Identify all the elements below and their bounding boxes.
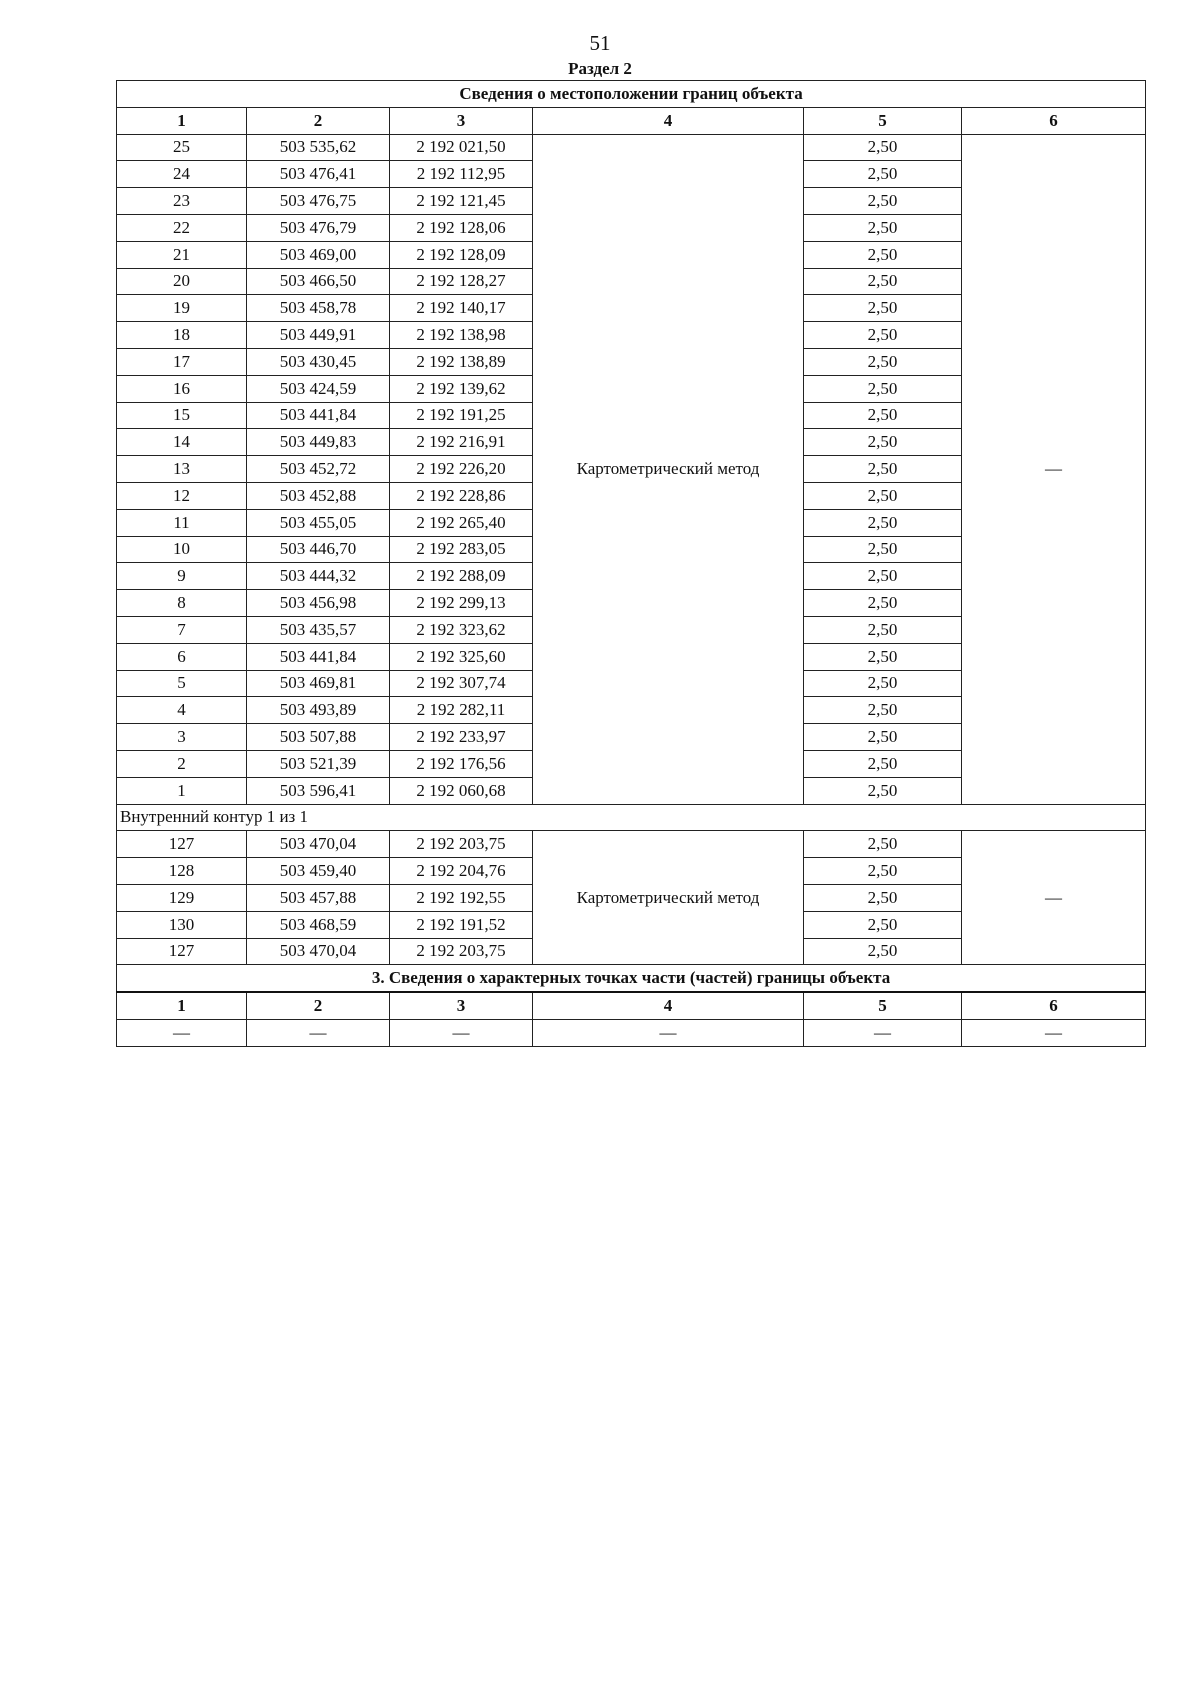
x-coordinate-cell: 503 470,04 — [247, 938, 390, 965]
table1-col-header: 6 — [962, 107, 1146, 134]
accuracy-cell: 2,50 — [804, 750, 962, 777]
x-coordinate-cell: 503 441,84 — [247, 643, 390, 670]
x-coordinate-cell: 503 476,41 — [247, 161, 390, 188]
y-coordinate-cell: 2 192 228,86 — [390, 482, 533, 509]
x-coordinate-cell: 503 596,41 — [247, 777, 390, 804]
point-number-cell: 12 — [117, 482, 247, 509]
table1-title: Сведения о местоположении границ объекта — [117, 81, 1146, 108]
page-number: 51 — [589, 31, 611, 55]
point-number-cell: 11 — [117, 509, 247, 536]
x-coordinate-cell: 503 449,83 — [247, 429, 390, 456]
accuracy-cell: 2,50 — [804, 697, 962, 724]
section-title: Раздел 2 — [568, 59, 632, 78]
accuracy-cell: 2,50 — [804, 911, 962, 938]
x-coordinate-cell: 503 469,00 — [247, 241, 390, 268]
x-coordinate-cell: 503 468,59 — [247, 911, 390, 938]
point-number-cell: 24 — [117, 161, 247, 188]
y-coordinate-cell: 2 192 128,09 — [390, 241, 533, 268]
point-number-cell: 23 — [117, 188, 247, 215]
table2-cell: — — [117, 1019, 247, 1046]
point-number-cell: 21 — [117, 241, 247, 268]
table-row — [117, 134, 1146, 161]
y-coordinate-cell: 2 192 140,17 — [390, 295, 533, 322]
point-number-cell: 129 — [117, 884, 247, 911]
accuracy-cell: 2,50 — [804, 938, 962, 965]
y-coordinate-cell: 2 192 265,40 — [390, 509, 533, 536]
table1-title-row — [117, 81, 1146, 108]
y-coordinate-cell: 2 192 191,25 — [390, 402, 533, 429]
accuracy-cell: 2,50 — [804, 348, 962, 375]
accuracy-cell: 2,50 — [804, 322, 962, 349]
table2-cell: — — [962, 1019, 1146, 1046]
point-number-cell: 15 — [117, 402, 247, 429]
table2-col-header: 1 — [117, 992, 247, 1019]
table2-col-header: 5 — [804, 992, 962, 1019]
accuracy-cell: 2,50 — [804, 482, 962, 509]
x-coordinate-cell: 503 535,62 — [247, 134, 390, 161]
table2-cell: — — [804, 1019, 962, 1046]
accuracy-cell: 2,50 — [804, 375, 962, 402]
point-number-cell: 1 — [117, 777, 247, 804]
accuracy-cell: 2,50 — [804, 241, 962, 268]
x-coordinate-cell: 503 476,79 — [247, 214, 390, 241]
x-coordinate-cell: 503 469,81 — [247, 670, 390, 697]
x-coordinate-cell: 503 457,88 — [247, 884, 390, 911]
point-number-cell: 8 — [117, 590, 247, 617]
point-number-cell: 2 — [117, 750, 247, 777]
x-coordinate-cell: 503 455,05 — [247, 509, 390, 536]
x-coordinate-cell: 503 424,59 — [247, 375, 390, 402]
point-number-cell: 127 — [117, 938, 247, 965]
point-number-cell: 22 — [117, 214, 247, 241]
y-coordinate-cell: 2 192 307,74 — [390, 670, 533, 697]
point-number-cell: 7 — [117, 616, 247, 643]
accuracy-cell: 2,50 — [804, 724, 962, 751]
point-number-cell: 6 — [117, 643, 247, 670]
y-coordinate-cell: 2 192 299,13 — [390, 590, 533, 617]
y-coordinate-cell: 2 192 282,11 — [390, 697, 533, 724]
inner-contour-row — [117, 804, 1146, 831]
accuracy-cell: 2,50 — [804, 214, 962, 241]
point-number-cell: 10 — [117, 536, 247, 563]
y-coordinate-cell: 2 192 233,97 — [390, 724, 533, 751]
x-coordinate-cell: 503 470,04 — [247, 831, 390, 858]
accuracy-cell: 2,50 — [804, 188, 962, 215]
point-number-cell: 5 — [117, 670, 247, 697]
x-coordinate-cell: 503 476,75 — [247, 188, 390, 215]
accuracy-cell: 2,50 — [804, 590, 962, 617]
x-coordinate-cell: 503 507,88 — [247, 724, 390, 751]
table2-title-row — [117, 965, 1146, 992]
point-number-cell: 16 — [117, 375, 247, 402]
y-coordinate-cell: 2 192 112,95 — [390, 161, 533, 188]
point-number-cell: 4 — [117, 697, 247, 724]
y-coordinate-cell: 2 192 138,98 — [390, 322, 533, 349]
accuracy-cell: 2,50 — [804, 777, 962, 804]
x-coordinate-cell: 503 458,78 — [247, 295, 390, 322]
inner-contour-label: Внутренний контур 1 из 1 — [117, 804, 1146, 831]
accuracy-cell: 2,50 — [804, 456, 962, 483]
table1-col-header: 2 — [247, 107, 390, 134]
accuracy-cell: 2,50 — [804, 161, 962, 188]
y-coordinate-cell: 2 192 192,55 — [390, 884, 533, 911]
accuracy-cell: 2,50 — [804, 295, 962, 322]
point-number-cell: 13 — [117, 456, 247, 483]
y-coordinate-cell: 2 192 203,75 — [390, 938, 533, 965]
table2-header-row — [117, 992, 1146, 1019]
accuracy-cell: 2,50 — [804, 858, 962, 885]
point-number-cell: 127 — [117, 831, 247, 858]
point-number-cell: 3 — [117, 724, 247, 751]
x-coordinate-cell: 503 466,50 — [247, 268, 390, 295]
table2-title: 3. Сведения о характерных точках части (частей) границы объекта — [117, 965, 1146, 992]
x-coordinate-cell: 503 444,32 — [247, 563, 390, 590]
point-number-cell: 14 — [117, 429, 247, 456]
y-coordinate-cell: 2 192 226,20 — [390, 456, 533, 483]
point-number-cell: 19 — [117, 295, 247, 322]
table2-cell: — — [533, 1019, 804, 1046]
y-coordinate-cell: 2 192 216,91 — [390, 429, 533, 456]
accuracy-cell: 2,50 — [804, 509, 962, 536]
table2-cell: — — [247, 1019, 390, 1046]
table2-col-header: 6 — [962, 992, 1146, 1019]
y-coordinate-cell: 2 192 203,75 — [390, 831, 533, 858]
x-coordinate-cell: 503 446,70 — [247, 536, 390, 563]
accuracy-cell: 2,50 — [804, 563, 962, 590]
table2-col-header: 3 — [390, 992, 533, 1019]
y-coordinate-cell: 2 192 121,45 — [390, 188, 533, 215]
table1-col-header: 1 — [117, 107, 247, 134]
accuracy-cell: 2,50 — [804, 402, 962, 429]
point-number-cell: 9 — [117, 563, 247, 590]
method-cell: Картометрический метод — [533, 831, 804, 965]
accuracy-cell: 2,50 — [804, 268, 962, 295]
accuracy-cell: 2,50 — [804, 616, 962, 643]
table2-cell: — — [390, 1019, 533, 1046]
table2-col-header: 2 — [247, 992, 390, 1019]
y-coordinate-cell: 2 192 060,68 — [390, 777, 533, 804]
y-coordinate-cell: 2 192 283,05 — [390, 536, 533, 563]
col6-cell: — — [962, 134, 1146, 804]
accuracy-cell: 2,50 — [804, 134, 962, 161]
y-coordinate-cell: 2 192 138,89 — [390, 348, 533, 375]
accuracy-cell: 2,50 — [804, 429, 962, 456]
x-coordinate-cell: 503 441,84 — [247, 402, 390, 429]
x-coordinate-cell: 503 456,98 — [247, 590, 390, 617]
point-number-cell: 17 — [117, 348, 247, 375]
y-coordinate-cell: 2 192 191,52 — [390, 911, 533, 938]
x-coordinate-cell: 503 521,39 — [247, 750, 390, 777]
boundary-table — [116, 80, 1146, 1047]
x-coordinate-cell: 503 452,88 — [247, 482, 390, 509]
y-coordinate-cell: 2 192 139,62 — [390, 375, 533, 402]
point-number-cell: 18 — [117, 322, 247, 349]
y-coordinate-cell: 2 192 128,27 — [390, 268, 533, 295]
accuracy-cell: 2,50 — [804, 643, 962, 670]
point-number-cell: 25 — [117, 134, 247, 161]
col6-cell: — — [962, 831, 1146, 965]
y-coordinate-cell: 2 192 176,56 — [390, 750, 533, 777]
method-cell: Картометрический метод — [533, 134, 804, 804]
y-coordinate-cell: 2 192 323,62 — [390, 616, 533, 643]
point-number-cell: 130 — [117, 911, 247, 938]
boundary-table-body — [117, 81, 1146, 1047]
y-coordinate-cell: 2 192 204,76 — [390, 858, 533, 885]
x-coordinate-cell: 503 435,57 — [247, 616, 390, 643]
table-row — [117, 831, 1146, 858]
table1-header-row — [117, 107, 1146, 134]
point-number-cell: 20 — [117, 268, 247, 295]
table1-col-header: 4 — [533, 107, 804, 134]
y-coordinate-cell: 2 192 325,60 — [390, 643, 533, 670]
table-row — [117, 1019, 1146, 1046]
accuracy-cell: 2,50 — [804, 670, 962, 697]
table2-col-header: 4 — [533, 992, 804, 1019]
y-coordinate-cell: 2 192 288,09 — [390, 563, 533, 590]
table1-col-header: 5 — [804, 107, 962, 134]
point-number-cell: 128 — [117, 858, 247, 885]
x-coordinate-cell: 503 430,45 — [247, 348, 390, 375]
table1-col-header: 3 — [390, 107, 533, 134]
x-coordinate-cell: 503 459,40 — [247, 858, 390, 885]
x-coordinate-cell: 503 452,72 — [247, 456, 390, 483]
accuracy-cell: 2,50 — [804, 536, 962, 563]
x-coordinate-cell: 503 493,89 — [247, 697, 390, 724]
x-coordinate-cell: 503 449,91 — [247, 322, 390, 349]
y-coordinate-cell: 2 192 021,50 — [390, 134, 533, 161]
y-coordinate-cell: 2 192 128,06 — [390, 214, 533, 241]
accuracy-cell: 2,50 — [804, 831, 962, 858]
accuracy-cell: 2,50 — [804, 884, 962, 911]
